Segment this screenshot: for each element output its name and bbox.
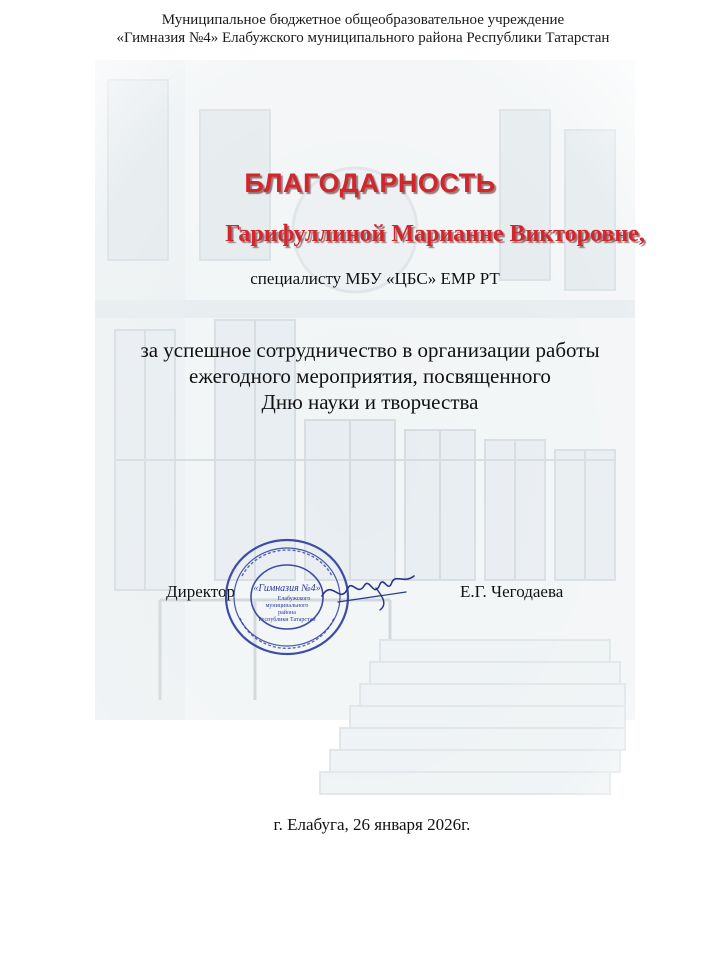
place-and-date: г. Елабуга, 26 января 2026г. [273,815,471,834]
stamp-line-1: Елабужского [277,596,311,602]
recipient-position: специалисту МБУ «ЦБС» ЕМР РТ [250,269,500,288]
director-role-label: Директор [166,582,235,601]
stamp-center-text: «Гимназия №4» [253,583,321,594]
reason-line-3: Дню науки и творчества [261,390,479,414]
director-name: Е.Г. Чегодаева [460,582,564,601]
stamp-line-4: Республики Татарстан [258,617,316,623]
recipient-name: Гарифуллиной Марианне Викторовне, [225,221,645,247]
institution-name-line-1: Муниципальное бюджетное общеобразовательное учреждение [161,12,565,28]
reason-line-1: за успешное сотрудничество в организации работы [140,338,600,362]
director-signature [318,566,418,616]
document-title: БЛАГОДАРНОСТЬ [244,168,496,198]
reason-line-2: ежегодного мероприятия, посвященного [189,364,551,388]
stamp-line-2: муниципального [265,603,309,609]
institution-name-line-2: «Гимназия №4» Елабужского муниципального района Республики Татарстан [116,30,610,46]
stamp-line-3: района [278,610,296,616]
